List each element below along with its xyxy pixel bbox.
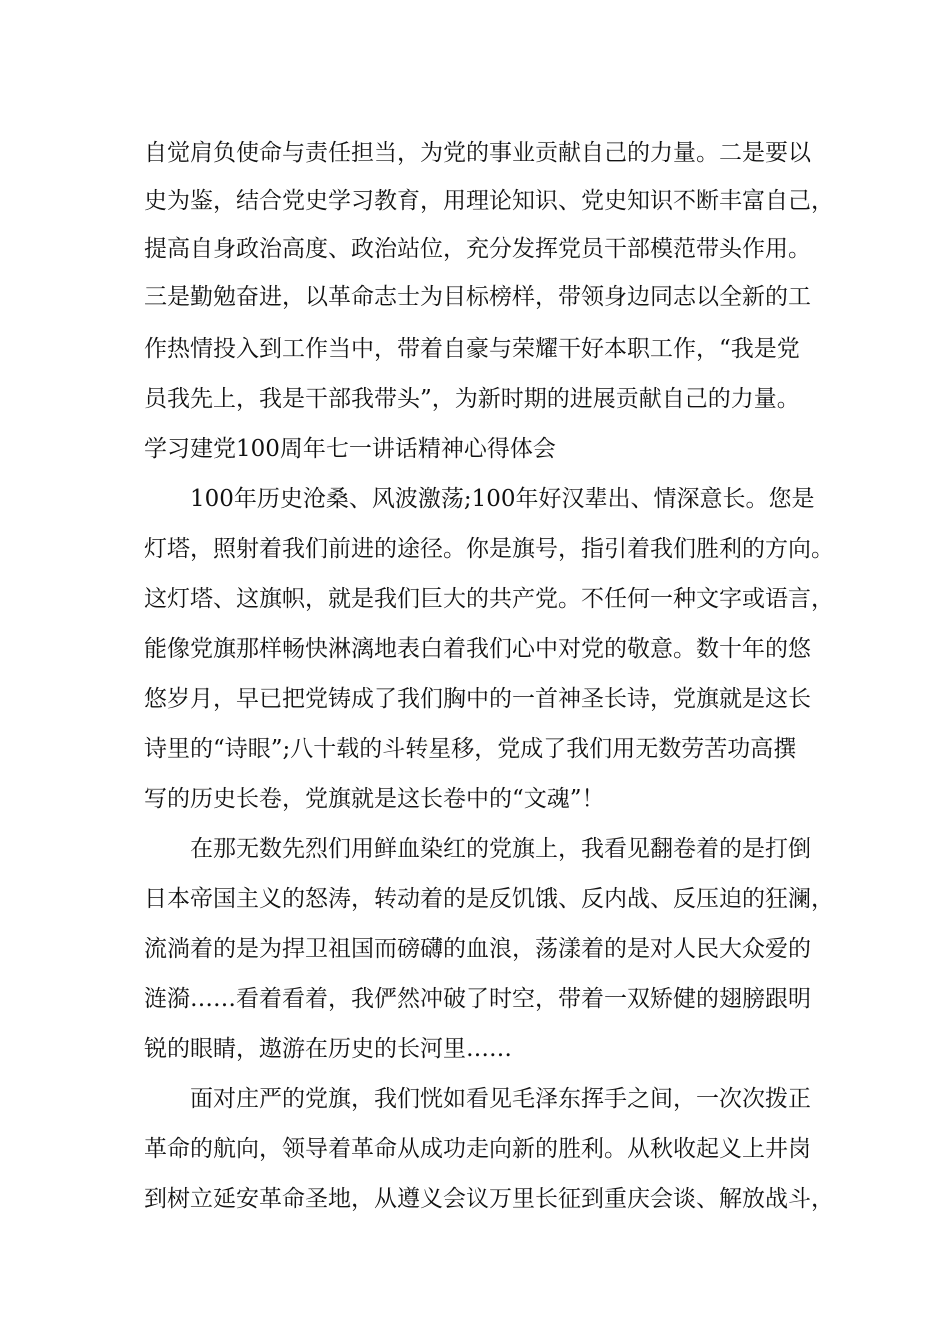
text-line: 自觉肩负使命与责任担当，为党的事业贡献自己的力量。二是要以	[144, 140, 811, 166]
text-line: 锐的眼睛，遨游在历史的长河里……	[144, 1036, 512, 1062]
text-line: 在那无数先烈们用鲜血染红的党旗上，我看见翻卷着的是打倒	[190, 836, 811, 862]
text-line: 三是勤勉奋进，以革命志士为目标榜样，带领身边同志以全新的工	[144, 284, 811, 310]
text-line: 史为鉴，结合党史学习教育，用理论知识、党史知识不断丰富自己，	[144, 188, 834, 214]
text-line: 面对庄严的党旗，我们恍如看见毛泽东挥手之间，一次次拨正	[190, 1086, 811, 1112]
section-heading: 学习建党100周年七一讲话精神心得体会	[144, 436, 556, 462]
text-line: 悠岁月，早已把党铸成了我们胸中的一首神圣长诗，党旗就是这长	[144, 686, 811, 712]
text-line: 提高自身政治高度、政治站位，充分发挥党员干部模范带头作用。	[144, 236, 811, 262]
text-line: 100年历史沧桑、风波激荡;100年好汉辈出、情深意长。您是	[190, 486, 815, 512]
text-line: 灯塔，照射着我们前进的途径。你是旗号，指引着我们胜利的方向。	[144, 536, 834, 562]
text-line: 革命的航向，领导着革命从成功走向新的胜利。从秋收起义上井岗	[144, 1136, 811, 1162]
text-line: 作热情投入到工作当中，带着自豪与荣耀干好本职工作，“我是党	[144, 336, 800, 362]
text-line: 诗里的“诗眼”;八十载的斗转星移，党成了我们用无数劳苦功高撰	[144, 736, 797, 762]
text-line: 日本帝国主义的怒涛，转动着的是反饥饿、反内战、反压迫的狂澜，	[144, 886, 834, 912]
text-line: 流淌着的是为捍卫祖国而磅礴的血浪，荡漾着的是对人民大众爱的	[144, 936, 811, 962]
text-line: 员我先上，我是干部我带头”，为新时期的进展贡献自己的力量。	[144, 386, 800, 412]
text-line: 能像党旗那样畅快淋漓地表白着我们心中对党的敬意。数十年的悠	[144, 636, 811, 662]
text-line: 写的历史长卷，党旗就是这长卷中的“文魂”！	[144, 786, 605, 812]
text-line: 这灯塔、这旗帜，就是我们巨大的共产党。不任何一种文字或语言，	[144, 586, 834, 612]
text-line: 涟漪……看着看着，我俨然冲破了时空，带着一双矫健的翅膀跟明	[144, 986, 811, 1012]
text-line: 到树立延安革命圣地，从遵义会议万里长征到重庆会谈、解放战斗，	[144, 1186, 834, 1212]
